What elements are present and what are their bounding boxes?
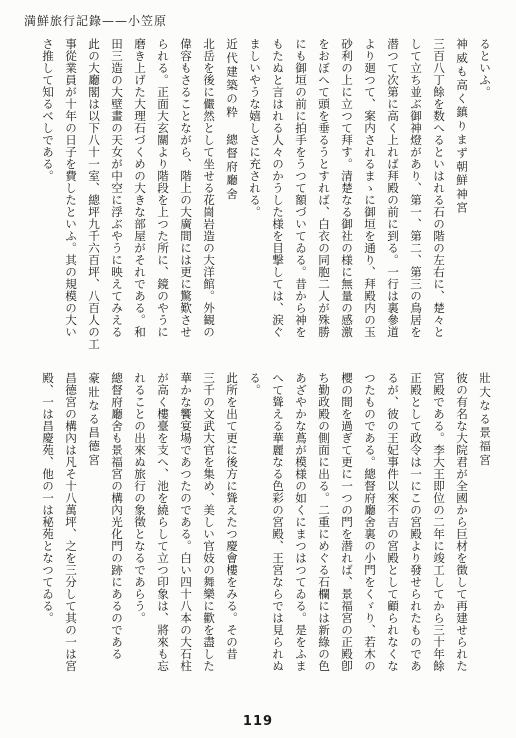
running-header: 満鮮旅行記錄——小笠原 (24, 14, 168, 28)
text-column: 殿、一は昌慶苑、他の一は秘苑となつてゐる。 (41, 372, 55, 624)
page-number: 119 (242, 714, 274, 729)
text-column: れることの出來ぬ旅行の象徵となるであらう。 (133, 372, 147, 624)
text-column: ち勤政殿の側面に出る。二重にめぐる石欄には新綠の色 (317, 372, 331, 672)
text-column: 事從業員が十年の日子を費したといふ。其の規模の大い (64, 38, 78, 338)
section-heading: 壯大なる景福宮 (478, 372, 492, 468)
text-column: 砂利の上に立つて拜す。清楚なる御社の様に無量の感激 (340, 38, 354, 338)
text-column: 宮殿である。李大王即位の二年に竣工してから三十年餘 (432, 372, 446, 672)
text-column: つたものである。總督府廳舍裏の小門をくゞり、若木の (363, 372, 377, 672)
text-column: 偉容もさることながら、階上の大廣間には更に驚歎させ (179, 38, 193, 338)
text-column: より廻つて、案内されるまゝに御垣を通り、拜殿内の玉 (363, 38, 377, 338)
section-heading: 豪壯なる昌德宮 (87, 372, 101, 468)
text-column: 潜つて次第に高く上れば拜殿の前に到る。一行は裏參道 (386, 38, 400, 338)
text-column: して立ち並ぶ御神燈があり、第一、第二、第三の鳥居を (409, 38, 423, 338)
text-column: をおぼへて頭を垂るうとすれば、白衣の同胞二人が殊勝 (317, 38, 331, 338)
text-column: 磨き上げた大理石づくめの大きな部屋がそれである。和 (133, 38, 147, 338)
text-column: ましいやうな嬉しさに充される。 (248, 38, 262, 218)
text-column: もたぬと言はれる人々のかうした様を目撃しては、涙ぐ (271, 38, 285, 338)
text-column: さ推して知るべしである。 (41, 38, 55, 182)
text-column: 此の大廳閣は以下八十一室、總坪九千六百坪、八百人の工 (87, 38, 101, 350)
text-column: にも御垣の前に拍手をうつて額づいてゐる。昔から神を (294, 38, 308, 338)
text-column: あざやかな蔦が模様の如くにまつはつてゐる。是をふま (294, 372, 308, 672)
text-column: 華かな饗宴場であつたのである。白い四十八本の大石柱 (179, 372, 193, 672)
text-column: 櫻の間を過ぎて更に一つの門を潜れば、景福宮の正殿卽 (340, 372, 354, 672)
text-column: 昌德宮の構內は凡そ十八萬坪、之を三分して其の一は宮 (64, 372, 78, 672)
text-column: るといふ。 (478, 38, 492, 98)
text-column: る。 (248, 372, 262, 396)
text-column: へて聳える華麗なる色彩の宮殿、王宮ならでは見られぬ (271, 372, 285, 672)
text-column: るが、彼の王妃事件以來不吉の宮殿として顧られなくな (386, 372, 400, 672)
text-column: られる。正面大玄關より階段を上つた所に、鏡のやうに (156, 38, 170, 338)
text-column: 田三造の大壁畫の天女が中空に浮ぶやうに映えてみえる (110, 38, 124, 338)
text-column: 三百八丁餘を数へるといはれる石の階の左右に、楚々と (432, 38, 446, 338)
text-column: 正殿として政令は一にこの宮殿より發せられたものであ (409, 372, 423, 672)
text-column: が高く樓臺を支へ、池を繞らして立つ印象は、將來も忘 (156, 372, 170, 672)
text-column: 此所を出て更に後方に聳えたつ慶會樓をみる。その昔 (225, 372, 239, 660)
section-heading: 神威も高く鎮りまず朝鮮神宮 (455, 38, 469, 215)
section-heading: 近代建築の粋 總督府廳舍 (225, 38, 239, 202)
text-column: 總督府廳舍も景福宮の構內光化門の跡にあるのである (110, 372, 124, 660)
text-column: 彼の有名な大院君が全國から巨材を徴して再建せられた (455, 372, 469, 672)
text-column: 北岳を後に儼然として坐せる花崗岩造の大洋館。外観の (202, 38, 216, 338)
top-text-section (22, 38, 498, 366)
text-column: 三千の文武大官を集め、美しい官妓の舞樂に歡を盡した (202, 372, 216, 672)
bottom-text-section (22, 372, 498, 702)
